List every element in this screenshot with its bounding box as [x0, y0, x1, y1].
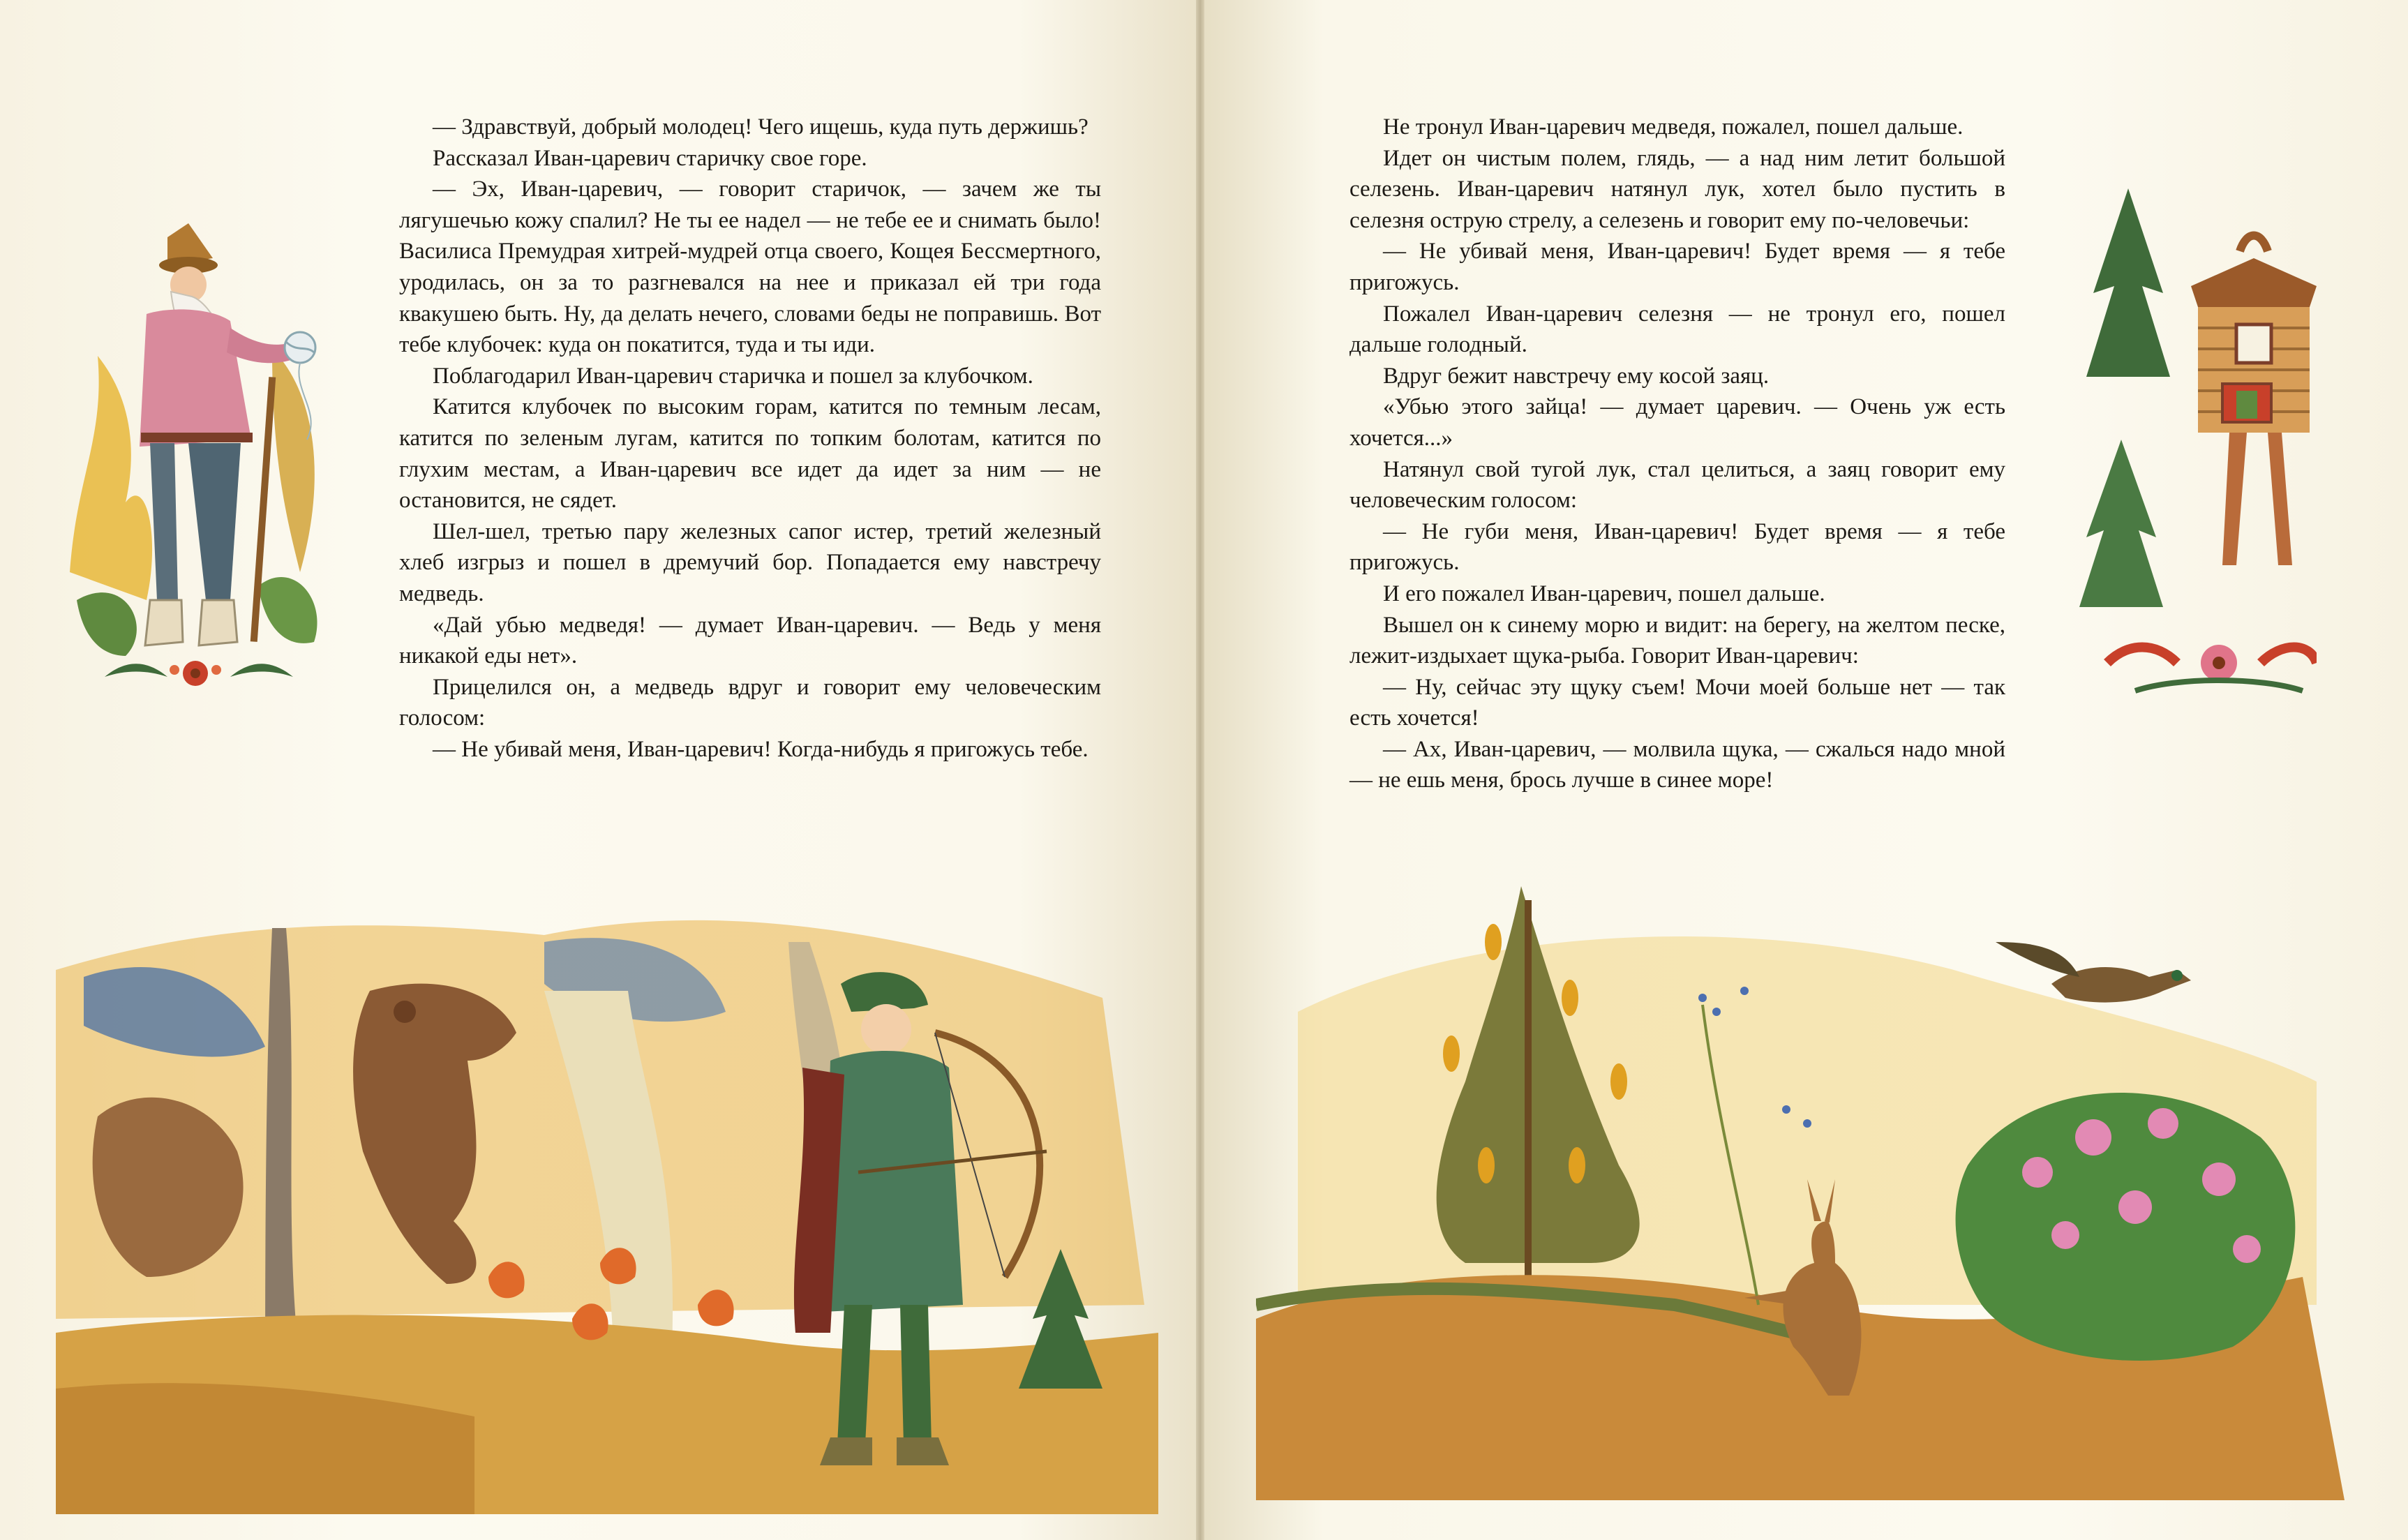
hare-and-drake-illustration — [1256, 872, 2345, 1500]
paragraph: — Не губи меня, Иван-царевич! Будет время — я тебе пригожусь. — [1349, 518, 2005, 576]
paragraph: Поблагодарил Иван-царевич старичка и пошел за клубочком. — [433, 363, 1033, 389]
paragraph: — Не убивай меня, Иван-царевич! Когда-нибудь я пригожусь тебе. — [433, 736, 1089, 762]
paragraph: Не тронул Иван-царевич медведя, пожалел, пошел дальше. — [1383, 114, 1964, 140]
paragraph: Шел-шел, третью пару железных сапог истер, третий железный хлеб изгрыз и пошел в дремучий бор. Попадается ему навстречу медведь. — [399, 518, 1101, 606]
paragraph: Пожалел Иван-царевич селезня — не тронул его, пошел дальше голодный. — [1349, 301, 2005, 358]
paragraph: Натянул свой тугой лук, стал целиться, а заяц говорит ему человеческим голосом: — [1349, 456, 2005, 514]
old-man-illustration — [63, 209, 335, 698]
paragraph: «Дай убью медведя! — думает Иван-царевич. — Ведь у меня никакой еды нет». — [399, 612, 1101, 669]
paragraph: — Ну, сейчас эту щуку съем! Мочи моей больше нет — так есть хочется! — [1349, 674, 2005, 731]
paragraph: — Ах, Иван-царевич, — молвила щука, — сжалься надо мной — не ешь меня, брось лучше в синее море! — [1349, 736, 2005, 793]
right-page-text — [1349, 112, 2005, 796]
paragraph: Идет он чистым полем, глядь, — а над ним летит большой селезень. Иван-царевич натянул лук, хотел было пустить в селезня острую стрелу, а селезень и говорит ему по-человечьи: — [1349, 145, 2005, 233]
paragraph: — Не убивай меня, Иван-царевич! Будет время — я тебе пригожусь. — [1349, 239, 2005, 295]
left-page-text — [399, 112, 1101, 765]
paragraph: — Эх, Иван-царевич, — говорит старичок, — зачем же ты лягушечью кожу спалил? Не ты ее надел — не тебе ее и снимать было! Василиса Премудрая хитрей-мудрей отца своего, Кощея Бессмертного, уродилась, он за то разгневался на нее и приказал ей три года квакушею быть. Ну, да делать нечего, словами беды не поправишь. Вот тебе клубочек: куда он покатится, туда и ты иди. — [399, 177, 1101, 358]
paragraph: Катится клубочек по высоким горам, катится по темным лесам, катится по зеленым лугам, катится по топким болотам, катится по глухим местам, а Иван-царевич все идет да идет за ним — не остановится, не сядет. — [399, 394, 1101, 514]
paragraph: Вышел он к синему морю и видит: на берегу, на желтом песке, лежит-издыхает щука-рыба. Говорит Иван-царевич: — [1349, 612, 2005, 669]
paragraph: Прицелился он, а медведь вдруг и говорит ему человеческим голосом: — [399, 674, 1101, 731]
paragraph: Рассказал Иван-царевич старичку свое горе. — [433, 145, 867, 171]
ivan-and-bear-illustration — [56, 886, 1158, 1514]
paragraph: — Здравствуй, добрый молодец! Чего ищешь, куда путь держишь? — [433, 114, 1089, 140]
paragraph: И его пожалел Иван-царевич, пошел дальше. — [1383, 581, 1825, 606]
paragraph: Вдруг бежит навстречу ему косой заяц. — [1383, 363, 1770, 389]
paragraph: «Убью этого зайца! — думает царевич. — Очень уж есть хочется...» — [1349, 394, 2005, 451]
hut-illustration — [2079, 174, 2317, 747]
book-gutter — [1196, 0, 1204, 1540]
